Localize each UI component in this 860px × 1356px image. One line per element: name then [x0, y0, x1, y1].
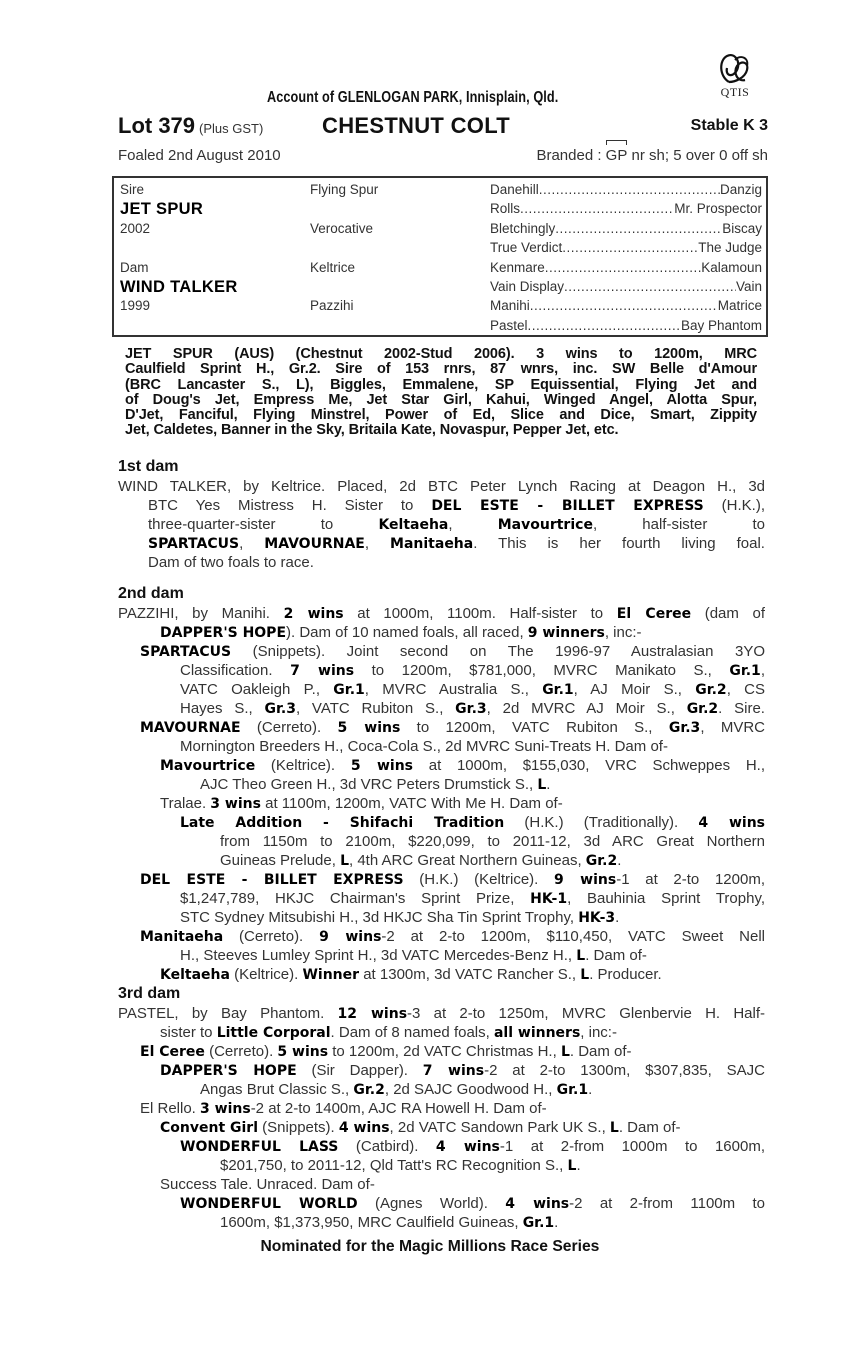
qtis-butterfly-icon [715, 52, 755, 86]
body-text: (H.K.) (Keltrice). [403, 871, 555, 888]
body-text: sister to [160, 1024, 217, 1041]
body-text: . [576, 1157, 581, 1174]
nomination-text: Nominated for the Magic Millions Race Series [260, 1238, 600, 1255]
sire-summary-line: D'Jet, Fanciful, Flying Minstrel, Power of Ed, Slice and Dice, Smart, Zippity [125, 407, 757, 424]
brand-bar-icon [606, 140, 628, 145]
highlighted-text: DEL ESTE - BILLET EXPRESS [140, 872, 404, 888]
pedigree-text-line [180, 680, 765, 699]
body-text: STC Sydney Mitsubishi H., 3d HKJC Sha Tin Sprint Trophy, [180, 909, 579, 926]
highlighted-text: Manitaeha [140, 929, 224, 945]
brand-description [536, 147, 768, 164]
body-text: (Cerreto). [223, 928, 320, 945]
body-text: -2 at 2-from 1100m to [569, 1195, 765, 1212]
branded-suffix: nr sh; 5 over 0 off sh [627, 147, 768, 164]
body-text: , 2d SAJC Goodwood H., [384, 1081, 557, 1098]
pedigree-gen3 [490, 201, 762, 216]
pedigree-text-line [220, 851, 621, 871]
highlighted-text: HK-1 [530, 891, 568, 907]
pedigree-row [114, 296, 766, 316]
highlighted-text: 5 wins [277, 1044, 329, 1060]
body-text: PAZZIHI, by Manihi. [118, 605, 284, 622]
pedigree-gen3 [490, 298, 762, 313]
highlighted-text: Convent Girl [160, 1120, 259, 1136]
leader-dots [555, 221, 722, 236]
foaled-date: Foaled 2nd August 2010 [118, 147, 281, 164]
body-text: , 2d MVRC AJ Moir S., [486, 700, 687, 717]
pedigree-text-line [180, 889, 765, 908]
pedigree-row [114, 316, 766, 336]
pedigree-text-line [180, 946, 647, 966]
highlighted-text: 3 wins [200, 1101, 251, 1117]
brand-letters: GP [605, 147, 628, 164]
highlighted-text: Gr.2 [585, 853, 618, 869]
stable-location: Stable K 3 [690, 117, 768, 134]
highlighted-text: DEL ESTE - BILLET EXPRESS [431, 498, 704, 514]
pedigree-gen3-horse: Pastel [490, 317, 528, 333]
sire-summary-line: Caulfield Sprint H., Gr.2. Sire of 153 rnrs, 87 wnrs, inc. SW Belle d'Amour [125, 361, 757, 378]
body-text: , 4th ARC Great Northern Guineas, [349, 852, 586, 869]
highlighted-text: all winners [493, 1025, 581, 1041]
pedigree-text-line [180, 1137, 765, 1156]
pedigree-gen3 [490, 221, 762, 236]
pedigree-row [114, 258, 766, 278]
gst-note: (Plus GST) [199, 121, 264, 136]
body-text: $1,247,789, HKJC Chairman's Sprint Prize, [180, 890, 531, 907]
highlighted-text: 9 wins [554, 872, 617, 888]
pedigree-gen2: Keltrice [310, 259, 356, 275]
highlighted-text: Gr.2 [353, 1082, 385, 1098]
pedigree-text-line [180, 699, 765, 718]
brand-mark [606, 147, 628, 164]
pedigree-gen3 [490, 260, 762, 275]
body-text: at 1000m, $155,030, VRC Schweppes H., [413, 757, 765, 774]
body-text: Tralae. [160, 795, 211, 812]
pedigree-text-line [160, 965, 662, 985]
vendor-account: Account of GLENLOGAN PARK, Innisplain, Qld. [267, 89, 559, 106]
lot-label: Lot 379 [118, 113, 196, 138]
pedigree-gen3-sire: Matrice [717, 298, 762, 314]
pedigree-text-line [180, 908, 619, 928]
pedigree-gen3-sire: Vain [735, 279, 762, 294]
qtis-logo [705, 52, 765, 100]
lot-header [118, 113, 768, 141]
pedigree-text-line [160, 623, 642, 643]
highlighted-text: L [576, 948, 586, 964]
highlighted-text: El Ceree [616, 606, 692, 622]
pedigree-gen3-sire: Danzig [719, 182, 762, 197]
pedigree-text-line [148, 496, 765, 515]
pedigree-text-line [140, 927, 765, 946]
body-text: . Dam of 8 named foals, [330, 1024, 494, 1041]
highlighted-text: HK-3 [578, 910, 616, 926]
highlighted-text: WONDERFUL LASS [180, 1139, 339, 1155]
pedigree-gen3 [490, 318, 762, 333]
highlighted-text: 4 wins [505, 1196, 570, 1212]
pedigree-gen2: Pazzihi [310, 298, 354, 314]
highlighted-text: Mavourtrice [497, 517, 593, 533]
leader-dots [562, 240, 698, 255]
pedigree-text-line [160, 794, 563, 814]
highlighted-text: L [537, 777, 547, 793]
pedigree-text-line [118, 1004, 765, 1023]
pedigree-row [114, 180, 766, 200]
body-text: , inc:- [580, 1024, 617, 1041]
pedigree-table [112, 176, 768, 337]
body-text: (Keltrice). [255, 757, 351, 774]
highlighted-text: 7 wins [290, 663, 355, 679]
leader-dots [528, 318, 681, 333]
highlighted-text: 5 wins [337, 720, 401, 736]
body-text: (Agnes World). [357, 1195, 506, 1212]
body-text: . Producer. [589, 966, 662, 983]
pedigree-gen3-horse: Bletchingly [490, 220, 556, 236]
body-text: , half-sister to [592, 516, 765, 533]
body-text: (H.K.), [703, 497, 765, 514]
body-text: AJC Theo Green H., 3d VRC Peters Drumstick S., [200, 776, 538, 793]
highlighted-text: Gr.2 [686, 701, 719, 717]
pedigree-text-line [180, 661, 765, 680]
highlighted-text: L [340, 853, 349, 869]
body-text: at 1300m, 3d VATC Rancher S., [359, 966, 581, 983]
pedigree-text-line [220, 832, 765, 851]
body-text: , inc:- [604, 624, 642, 641]
pedigree-text-line [118, 604, 765, 623]
pedigree-text-line [220, 1156, 581, 1176]
lot-number [118, 113, 263, 139]
highlighted-text: DAPPER'S HOPE [160, 625, 287, 641]
highlighted-text: Gr.3 [455, 701, 487, 717]
highlighted-text: Gr.1 [542, 682, 574, 698]
pedigree-gen1: Sire [120, 182, 145, 197]
pedigree-text-line [180, 813, 765, 832]
highlighted-text: 3 wins [210, 796, 261, 812]
highlighted-text: SPARTACUS [140, 644, 232, 660]
body-text: at 1000m, 1100m. Half-sister to [343, 605, 617, 622]
pedigree-gen3-sire: Bay Phantom [680, 317, 762, 333]
highlighted-text: 4 wins [338, 1120, 390, 1136]
highlighted-text: Winner [302, 967, 360, 983]
highlighted-text: Gr.3 [668, 720, 701, 736]
body-text: . Dam of- [618, 1119, 681, 1136]
highlighted-text: L [609, 1120, 619, 1136]
pedigree-text-line [118, 477, 765, 496]
body-text: VATC Oakleigh P., [180, 681, 334, 698]
highlighted-text: Mavourtrice [160, 758, 256, 774]
body-text: (dam of [691, 605, 765, 622]
section-heading: 3rd dam [118, 985, 181, 1002]
pedigree-text-line [148, 515, 765, 534]
body-text: -2 at 2-to 1300m, $307,835, SAJC [484, 1062, 765, 1079]
highlighted-text: Gr.3 [264, 701, 296, 717]
highlighted-text: L [567, 1158, 577, 1174]
body-text: Angas Brut Classic S., [200, 1081, 354, 1098]
pedigree-gen3 [490, 240, 762, 255]
body-text: . [588, 1081, 593, 1098]
sire-summary-line: Jet, Caldetes, Banner in the Sky, Britaila Kate, Novaspur, Pepper Jet, etc. [125, 422, 619, 439]
body-text: (Keltrice). [229, 966, 303, 983]
highlighted-text: 4 wins [698, 815, 765, 831]
pedigree-gen1: Dam [120, 259, 149, 275]
pedigree-gen3 [490, 182, 762, 197]
body-text: . [554, 1214, 559, 1231]
highlighted-text: Gr.1 [729, 663, 761, 679]
race-series-nomination [0, 1238, 860, 1256]
highlighted-text: WONDERFUL WORLD [180, 1196, 358, 1212]
body-text: to 1200m, VATC Rubiton S., [400, 719, 669, 736]
body-text: El Rello. [140, 1100, 201, 1117]
branded-prefix: Branded : [536, 147, 606, 164]
body-text: Mornington Breeders H., Coca-Cola S., 2d MVRC Suni-Treats H. Dam of- [180, 738, 668, 755]
body-text: , Bauhinia Sprint Trophy, [567, 890, 765, 907]
body-text: PASTEL, by Bay Phantom. [118, 1005, 338, 1022]
highlighted-text: Gr.1 [333, 682, 365, 698]
pedigree-text-line [148, 534, 765, 553]
body-text: . [615, 909, 620, 926]
highlighted-text: 2 wins [283, 606, 344, 622]
pedigree-gen3-sire: The Judge [698, 240, 762, 256]
pedigree-gen3-horse: Danehill [490, 182, 539, 197]
pedigree-gen3-horse: Kenmare [490, 259, 545, 275]
pedigree-text-line [140, 642, 765, 661]
body-text: . [617, 852, 622, 869]
sire-summary-line: (BRC Lancaster S., L), Biggles, Emmalene, SP Equissential, Flying Jet and [125, 376, 757, 393]
pedigree-text-line [200, 775, 550, 795]
highlighted-text: MAVOURNAE [264, 536, 365, 552]
body-text: 1600m, $1,373,950, MRC Caulfield Guineas, [220, 1214, 523, 1231]
highlighted-text: L [560, 1044, 570, 1060]
highlighted-text: SPARTACUS [148, 536, 240, 552]
highlighted-text: 7 wins [422, 1063, 485, 1079]
pedigree-gen3-sire: Biscay [722, 220, 762, 236]
pedigree-gen1: WIND TALKER [120, 278, 238, 296]
pedigree-row [114, 199, 766, 219]
qtis-label: QTIS [720, 85, 750, 99]
body-text: , CS [726, 681, 765, 698]
pedigree-gen3-horse: Rolls [490, 201, 521, 217]
body-text: (H.K.) (Traditionally). [504, 814, 699, 831]
pedigree-text-line [140, 1042, 632, 1062]
body-text: at 1100m, 1200m, VATC With Me H. Dam of- [260, 795, 563, 812]
pedigree-gen3-sire: Kalamoun [701, 259, 762, 275]
highlighted-text: L [580, 967, 590, 983]
pedigree-gen3-horse: Vain Display [490, 279, 565, 294]
body-text: , [364, 535, 391, 552]
body-text: (Cerreto). [240, 719, 338, 736]
body-text: three-quarter-sister to [148, 516, 379, 533]
pedigree-text-line [160, 756, 765, 775]
body-text: H., Steeves Lumley Sprint H., 3d VATC Mercedes-Benz H., [180, 947, 577, 964]
highlighted-text: Keltaeha [160, 967, 230, 983]
body-text: BTC Yes Mistress H. Sister to [148, 497, 432, 514]
leader-dots [564, 279, 736, 294]
pedigree-text-line [160, 1023, 617, 1043]
body-text: . [546, 776, 551, 793]
sire-summary [125, 347, 757, 439]
pedigree-text-line [160, 1118, 681, 1138]
body-text: to 1200m, 2d VATC Christmas H., [328, 1043, 561, 1060]
pedigree-gen1: 1999 [120, 298, 151, 314]
body-text: -1 at 2-to 1200m, [616, 871, 765, 888]
body-text: , VATC Rubiton S., [295, 700, 456, 717]
leader-dots [520, 201, 674, 216]
highlighted-text: El Ceree [140, 1044, 205, 1060]
leader-dots [530, 298, 718, 313]
body-text: (Snippets). [258, 1119, 339, 1136]
highlighted-text: 4 wins [435, 1139, 500, 1155]
pedigree-gen2: Flying Spur [310, 182, 379, 197]
body-text: Dam of two foals to race. [148, 554, 314, 571]
body-text: ). Dam of 10 named foals, all raced, [286, 624, 528, 641]
highlighted-text: MAVOURNAE [140, 720, 241, 736]
highlighted-text: DAPPER'S HOPE [160, 1063, 297, 1079]
section-heading: 2nd dam [118, 585, 184, 602]
pedigree-text-line [160, 1061, 765, 1080]
body-text: Guineas Prelude, [220, 852, 341, 869]
body-text: Classification. [180, 662, 291, 679]
body-text: . Dam of- [585, 947, 647, 964]
body-text: -2 at 2-to 1200m, $110,450, VATC Sweet Nell [381, 928, 765, 945]
highlighted-text: Gr.2 [695, 682, 727, 698]
section-heading: 1st dam [118, 458, 179, 475]
body-text: , [760, 662, 765, 679]
body-text: $201,750, to 2011-12, Qld Tatt's RC Recognition S., [220, 1157, 568, 1174]
sire-summary-line: of Doug's Jet, Empress Me, Jet Star Girl, Kahui, Winged Angel, Alotta Spur, [125, 391, 757, 408]
body-text: , 2d VATC Sandown Park UK S., [389, 1119, 610, 1136]
highlighted-text: Keltaeha [378, 517, 449, 533]
pedigree-gen3 [490, 279, 762, 294]
body-text: , [239, 535, 265, 552]
pedigree-text-line [140, 718, 765, 737]
body-text: WIND TALKER, by Keltrice. Placed, 2d BTC Peter Lynch Racing at Deagon H., 3d [118, 478, 765, 495]
body-text: (Snippets). Joint second on The 1996-97 Australasian 3YO [231, 643, 765, 660]
body-text: -1 at 2-from 1000m to 1600m, [499, 1138, 765, 1155]
body-text: , AJ Moir S., [573, 681, 696, 698]
pedigree-gen3-horse: Manihi [490, 298, 530, 314]
highlighted-text: 9 winners [527, 625, 605, 641]
pedigree-text-line [200, 1080, 592, 1100]
highlighted-text: Gr.1 [556, 1082, 589, 1098]
leader-dots [539, 182, 720, 197]
pedigree-text-line [160, 1175, 375, 1194]
pedigree-gen1: JET SPUR [120, 200, 204, 219]
highlighted-text: Little Corporal [216, 1025, 331, 1041]
body-text: (Sir Dapper). [296, 1062, 423, 1079]
body-text: , MVRC [700, 719, 765, 736]
highlighted-text: 5 wins [350, 758, 414, 774]
body-text: Hayes S., [180, 700, 265, 717]
pedigree-row [114, 238, 766, 258]
body-text: to 1200m, $781,000, MVRC Manikato S., [354, 662, 730, 679]
pedigree-gen2: Verocative [310, 220, 374, 236]
body-text: from 1150m to 2100m, $220,099, to 2011-12, 3d ARC Great Northern [220, 833, 765, 850]
body-text: . Dam of- [569, 1043, 632, 1060]
pedigree-row [114, 219, 766, 239]
pedigree-row [114, 277, 766, 297]
body-text: (Cerreto). [204, 1043, 278, 1060]
body-text: , [448, 516, 498, 533]
pedigree-text-line [220, 1213, 558, 1233]
body-text: . Sire. [718, 700, 765, 717]
body-text: -2 at 2-to 1400m, AJC RA Howell H. Dam of- [250, 1100, 547, 1117]
body-text: (Catbird). [338, 1138, 436, 1155]
pedigree-text-line [180, 1194, 765, 1213]
pedigree-gen3-sire: Mr. Prospector [674, 201, 762, 217]
pedigree-gen1: 2002 [120, 220, 151, 236]
highlighted-text: Manitaeha [390, 536, 474, 552]
body-text: , MVRC Australia S., [364, 681, 543, 698]
pedigree-text-line [140, 1099, 547, 1119]
body-text: -3 at 2-to 1250m, MVRC Glenbervie H. Half- [407, 1005, 765, 1022]
pedigree-text-line [140, 870, 765, 889]
body-text: . This is her fourth living foal. [473, 535, 765, 552]
pedigree-text-line [180, 737, 668, 756]
sire-summary-line: JET SPUR (AUS) (Chestnut 2002-Stud 2006). 3 wins to 1200m, MRC [125, 346, 757, 362]
body-text: Success Tale. Unraced. Dam of- [160, 1176, 375, 1193]
highlighted-text: 12 wins [337, 1006, 408, 1022]
highlighted-text: 9 wins [319, 929, 382, 945]
pedigree-gen3-horse: True Verdict [490, 240, 563, 256]
highlighted-text: Late Addition - Shifachi Tradition [180, 815, 505, 831]
pedigree-text-line [148, 553, 314, 572]
colour-sex: CHESTNUT COLT [322, 113, 511, 138]
highlighted-text: Gr.1 [522, 1215, 555, 1231]
leader-dots [545, 260, 701, 275]
